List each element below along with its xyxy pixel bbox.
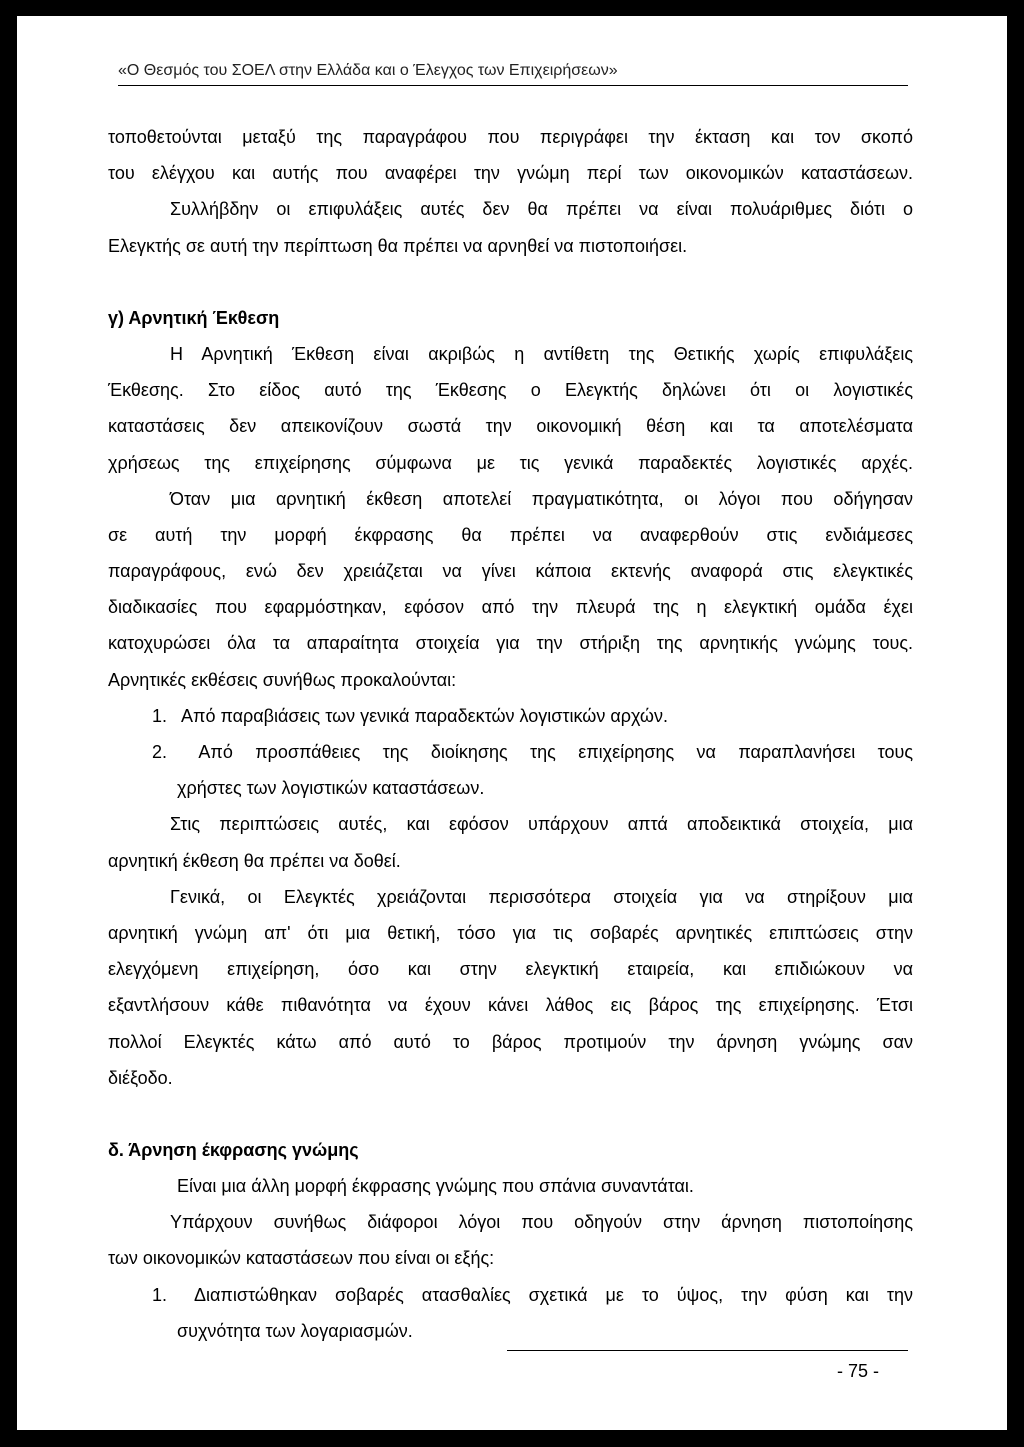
text-line: σε αυτή την μορφή έκφρασης θα πρέπει να αναφερθούν στις ενδιάμεσες — [108, 524, 913, 545]
text-line: αρνητική έκθεση θα πρέπει να δοθεί. — [108, 850, 401, 871]
text-line: Γενικά, οι Ελεγκτές χρειάζονται περισσότερα στοιχεία για να στηρίξουν μια — [170, 886, 913, 907]
section-heading: γ) Αρνητική Έκθεση — [108, 307, 280, 328]
list-text: Από παραβιάσεις των γενικά παραδεκτών λογιστικών αρχών. — [181, 705, 668, 726]
text-line: διέξοδο. — [108, 1067, 173, 1088]
running-header: «Ο Θεσμός του ΣΟΕΛ στην Ελλάδα και ο Έλεγχος των Επιχειρήσεων» — [118, 62, 618, 79]
text-line: Όταν μια αρνητική έκθεση αποτελεί πραγματικότητα, οι λόγοι που οδήγησαν — [170, 488, 913, 509]
list-number: 1. — [152, 705, 168, 726]
text-line: διαδικασίες που εφαρμόστηκαν, εφόσον από την πλευρά της η ελεγκτική ομάδα έχει — [108, 597, 913, 618]
text-line: Συλλήβδην οι επιφυλάξεις αυτές δεν θα πρέπει να είναι πολυάριθμες διότι ο — [170, 199, 913, 220]
text-line: χρήσεως της επιχείρησης σύμφωνα με τις γενικά παραδεκτές λογιστικές αρχές. — [108, 452, 913, 473]
text-line: Στις περιπτώσεις αυτές, και εφόσον υπάρχουν απτά αποδεικτικά στοιχεία, μια — [170, 814, 913, 835]
text-line: Η Αρνητική Έκθεση είναι ακριβώς η αντίθετη της Θετικής χωρίς επιφυλάξεις — [170, 343, 913, 364]
text-line: Έκθεσης. Στο είδος αυτό της Έκθεσης ο Ελεγκτής δηλώνει ότι οι λογιστικές — [108, 380, 913, 401]
list-item — [108, 734, 913, 770]
text-line: παραγράφους, ενώ δεν χρειάζεται να γίνει κάποια εκτενής αναφορά στις ελεγκτικές — [108, 561, 913, 582]
text-line: συχνότητα των λογαριασμών. — [177, 1320, 413, 1341]
section-heading: δ. Άρνηση έκφρασης γνώμης — [108, 1139, 359, 1160]
text-line: Ελεγκτής σε αυτή την περίπτωση θα πρέπει να αρνηθεί να πιστοποιήσει. — [108, 235, 688, 256]
text-line: του ελέγχου και αυτής που αναφέρει την γνώμη περί των οικονομικών καταστάσεων. — [108, 163, 913, 184]
text-line: των οικονομικών καταστάσεων που είναι οι εξής: — [108, 1248, 495, 1269]
text-line: ελεγχόμενη επιχείρηση, όσο και στην ελεγκτική εταιρεία, και επιδιώκουν να — [108, 959, 913, 980]
list-number: 2. — [152, 742, 168, 762]
text-line: εξαντλήσουν κάθε πιθανότητα να έχουν κάνει λάθος εις βάρος της επιχείρησης. Έτσι — [108, 995, 913, 1016]
header-rule — [118, 85, 908, 86]
document-page — [17, 16, 1007, 1430]
list-item — [108, 1277, 913, 1313]
text-line: καταστάσεις δεν απεικονίζουν σωστά την οικονομική θέση και τα αποτελέσματα — [108, 416, 913, 437]
list-text: Διαπιστώθηκαν σοβαρές ατασθαλίες σχετικά με το ύψος, την φύση και την — [193, 1284, 914, 1305]
text-line: Είναι μια άλλη μορφή έκφρασης γνώμης που σπάνια συναντάται. — [177, 1176, 694, 1197]
list-number: 1. — [152, 1284, 168, 1305]
text-line: αρνητική γνώμη απ' ότι μια θετική, τόσο για τις σοβαρές αρνητικές επιπτώσεις στην — [108, 922, 913, 943]
footer-rule — [507, 1350, 908, 1351]
text-line: πολλοί Ελεγκτές κάτω από αυτό το βάρος προτιμούν την άρνηση γνώμης σαν — [108, 1031, 913, 1052]
text-line: χρήστες των λογιστικών καταστάσεων. — [177, 778, 485, 799]
text-line: Υπάρχουν συνήθως διάφοροι λόγοι που οδηγούν στην άρνηση πιστοποίησης — [170, 1212, 913, 1233]
list-text: Από προσπάθειες της διοίκησης της επιχείρησης να παραπλανήσει τους — [198, 742, 913, 762]
text-line: τοποθετούνται μεταξύ της παραγράφου που περιγράφει την έκταση και τον σκοπό — [108, 127, 913, 147]
page-number: - 75 - — [837, 1361, 880, 1381]
text-line: Αρνητικές εκθέσεις συνήθως προκαλούνται: — [108, 669, 457, 690]
text-line: κατοχυρώσει όλα τα απαραίτητα στοιχεία για την στήριξη της αρνητικής γνώμης τους. — [108, 633, 913, 654]
body-text — [108, 119, 913, 1349]
list-item — [108, 698, 913, 734]
